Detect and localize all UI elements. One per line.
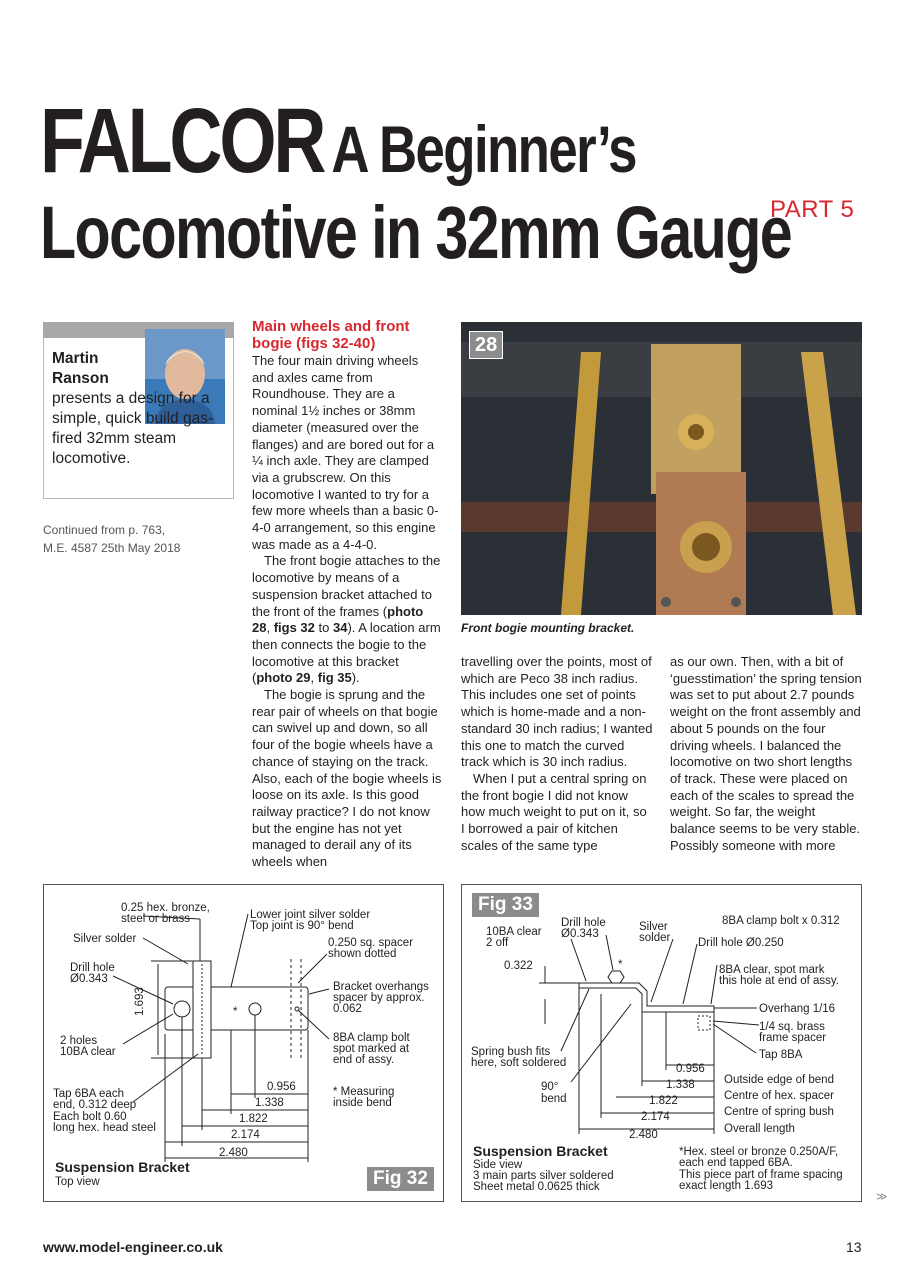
fig32-dim-1693: 1.693 bbox=[134, 987, 146, 1016]
fig32-tag: Fig 32 bbox=[367, 1167, 434, 1191]
fig32-title: Suspension Bracket bbox=[55, 1159, 190, 1175]
fig33-label: Ø0.343 bbox=[561, 928, 599, 940]
fig32-label: end of assy. bbox=[333, 1054, 395, 1066]
fig33-dim: 1.822 bbox=[649, 1095, 678, 1107]
article-column-2 bbox=[461, 654, 653, 854]
fig33-label: Overall length bbox=[724, 1123, 795, 1135]
photo-number-badge: 28 bbox=[469, 331, 503, 359]
fig33-subtitle: Side view bbox=[473, 1159, 523, 1171]
fig32-label: steel or brass bbox=[121, 913, 191, 925]
fig33-tag: Fig 33 bbox=[472, 893, 539, 917]
article-column-3 bbox=[670, 654, 864, 854]
author-name: Martin Ranson bbox=[52, 350, 109, 387]
fig33-label: solder bbox=[639, 932, 671, 944]
fig33-dim: 2.480 bbox=[629, 1129, 658, 1141]
fig33-label: 2 off bbox=[486, 937, 509, 949]
fig32-label: end, 0.312 deep bbox=[53, 1099, 137, 1111]
fig33-label: frame spacer bbox=[759, 1032, 827, 1044]
section-heading: Main wheels and front bogie (figs 32-40) bbox=[252, 318, 410, 352]
fig33-subtitle: 3 main parts silver soldered bbox=[473, 1170, 614, 1182]
fig32-label: spacer by approx. bbox=[333, 992, 425, 1004]
paragraph: When I put a central spring on the front bogie I did not know how much weight to put on it, so I borrowed a pair of kitchen scales of the same type bbox=[461, 770, 647, 853]
fig33-title: Suspension Bracket bbox=[473, 1143, 608, 1159]
fig32-dim: 1.822 bbox=[239, 1113, 268, 1125]
paragraph: travelling over the points, most of which are Peco 38 inch radius. This includes one set of points which is home-made and a non-standard 30 inch radius; I wanted this one to match the curved track which is 30 inch radius. bbox=[461, 654, 653, 770]
fig32-dim: 2.174 bbox=[231, 1129, 260, 1141]
fig32-label: Ø0.343 bbox=[70, 973, 108, 985]
fig32-label: Each bolt 0.60 bbox=[53, 1111, 127, 1123]
fig33-label: Drill hole Ø0.250 bbox=[698, 937, 784, 949]
fig33-drawing bbox=[461, 884, 862, 1202]
headline-falcor: FALCOR bbox=[40, 90, 324, 192]
fig33-label: 10BA clear bbox=[486, 926, 542, 938]
fig33-dim: 0.322 bbox=[504, 960, 533, 972]
fig32-subtitle: Top view bbox=[55, 1176, 100, 1188]
fig33-label: Drill hole bbox=[561, 917, 606, 929]
fig33-note: *Hex. steel or bronze 0.250A/F, bbox=[679, 1146, 839, 1158]
fig32-dim: 1.338 bbox=[255, 1097, 284, 1109]
fig33-label: here, soft soldered bbox=[471, 1057, 567, 1069]
footer-url[interactable]: www.model-engineer.co.uk bbox=[43, 1239, 223, 1255]
fig33-dim: 0.956 bbox=[676, 1063, 705, 1075]
page-number: 13 bbox=[846, 1239, 862, 1255]
fig33-label: 8BA clamp bolt x 0.312 bbox=[722, 915, 840, 927]
fig32-label: 0.062 bbox=[333, 1003, 362, 1015]
fig33-label: 1/4 sq. brass bbox=[759, 1021, 825, 1033]
fig33-label: Silver bbox=[639, 921, 668, 933]
paragraph: The bogie is sprung and the rear pair of wheels on that bogie can swivel up and down, so all four of the bogie wheels have a chance of staying on the track. Also, each of the bogie wheels is loose on its axle. Is this good railway practice? I do not know but the engine has not yet managed to derail any of its wheels when bbox=[252, 687, 442, 870]
fig32-label: Drill hole bbox=[70, 962, 115, 974]
fig32-dim: 0.956 bbox=[267, 1081, 296, 1093]
part-label: PART 5 bbox=[770, 196, 855, 223]
fig33-star: * bbox=[618, 959, 623, 971]
fig32-drawing bbox=[43, 884, 444, 1202]
paragraph: The four main driving wheels and axles came from Roundhouse. They are a nominal 1½ inches or 38mm diameter (measured over the flanges) and are bored out for a ¼ inch axle. They are clamped via a grubscrew. On this locomotive I wanted to try for a few more wheels than a basic 0-4-0 arrangement, so this engine was made as a 4-4-0. bbox=[252, 353, 439, 552]
fig33-subtitle: Sheet metal 0.0625 thick bbox=[473, 1181, 600, 1193]
fig33-label: Tap 8BA bbox=[759, 1049, 803, 1061]
fig32-label: spot marked at bbox=[333, 1043, 410, 1055]
fig32-label: Lower joint silver solder bbox=[250, 909, 371, 921]
fig32-label: long hex. head steel bbox=[53, 1122, 156, 1134]
photo-28 bbox=[461, 322, 862, 615]
fig33-label: 90° bbox=[541, 1081, 559, 1093]
continued-note: Continued from p. 763, M.E. 4587 25th May 2018 bbox=[43, 523, 181, 555]
paragraph: The front bogie attaches to the locomotive by means of a suspension bracket attached to the front of the frames (photo 28, figs 32 to 34). A location arm then connects the bogie to the locomotive at this bracket (photo 29, fig 35). bbox=[252, 553, 441, 686]
fig33-note: each end tapped 6BA. bbox=[679, 1157, 793, 1169]
fig32-label: Silver solder bbox=[73, 933, 137, 945]
paragraph: as our own. Then, with a bit of ‘guesstimation’ the spring tension was set to put about 2.7 pounds weight on the front assembly and about 5 pounds on the four driving wheels. I balanced the locomotive on two short lengths of track. These were placed on each of the scales to spread the weight. So far, the weight balance seems to be very stable. Possibly someone with more bbox=[670, 654, 862, 853]
fig32-label: Top joint is 90° bend bbox=[250, 920, 354, 932]
fig32-label: Bracket overhangs bbox=[333, 981, 429, 993]
fig32-dim: 2.480 bbox=[219, 1147, 248, 1159]
fig33-label: this hole at end of assy. bbox=[719, 975, 839, 987]
photo-caption: Front bogie mounting bracket. bbox=[461, 621, 635, 635]
fig32-label: shown dotted bbox=[328, 948, 397, 960]
fig33-dim: 1.338 bbox=[666, 1079, 695, 1091]
fig33-label: Spring bush fits bbox=[471, 1046, 551, 1058]
fig33-dim: 2.174 bbox=[641, 1111, 670, 1123]
fig32-label: 2 holes bbox=[60, 1035, 98, 1047]
fig32-label: * Measuring bbox=[333, 1086, 395, 1098]
fig33-label: Outside edge of bend bbox=[724, 1074, 834, 1086]
fig33-note: This piece part of frame spacing bbox=[679, 1169, 843, 1181]
author-intro: presents a design for a simple, quick build gas-fired 32mm steam locomotive. bbox=[52, 390, 214, 467]
fig33-label: Overhang 1/16 bbox=[759, 1003, 836, 1015]
article-column-1 bbox=[252, 353, 442, 871]
next-page-arrow-icon: ≫ bbox=[876, 1191, 888, 1203]
headline-line2: Locomotive in 32mm Gauge bbox=[40, 191, 792, 274]
fig33-label: Centre of hex. spacer bbox=[724, 1090, 834, 1102]
fig33-label: Centre of spring bush bbox=[724, 1106, 834, 1118]
fig32-label: 0.25 hex. bronze, bbox=[121, 902, 210, 914]
fig33-label: 8BA clear, spot mark bbox=[719, 964, 825, 976]
fig32-label: 0.250 sq. spacer bbox=[328, 937, 414, 949]
fig33-note: exact length 1.693 bbox=[679, 1180, 773, 1192]
fig32-star: * bbox=[233, 1006, 238, 1018]
fig32-label: 8BA clamp bolt bbox=[333, 1032, 410, 1044]
headline-beginners: A Beginner’s bbox=[331, 112, 636, 186]
fig33-label: bend bbox=[541, 1093, 567, 1105]
headline-line1 bbox=[40, 90, 636, 192]
fig32-label: inside bend bbox=[333, 1097, 392, 1109]
fig32-label: Tap 6BA each bbox=[53, 1088, 124, 1100]
fig32-label: 10BA clear bbox=[60, 1046, 116, 1058]
